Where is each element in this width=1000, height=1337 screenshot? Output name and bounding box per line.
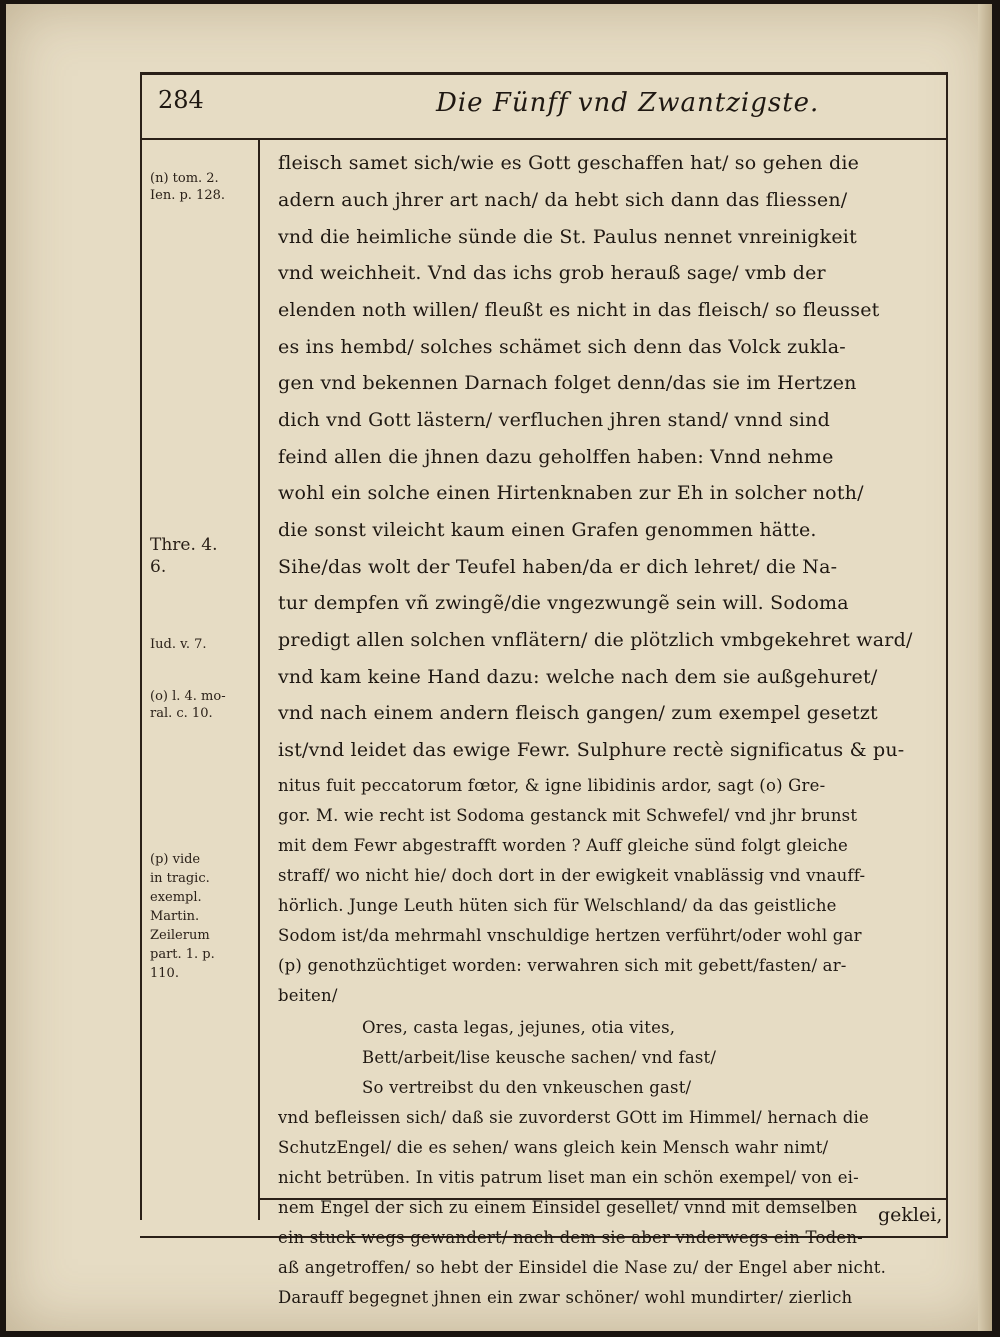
margin-note: Iud. v. 7. (150, 637, 207, 652)
text-line: die sonst vileicht kaum einen Grafen genommen hätte. (278, 519, 817, 541)
text-line: (p) genothzüchtiget worden: verwahren sich mit gebett/fasten/ ar- (278, 956, 847, 975)
text-line: tur dempfen vñ zwingẽ/die vngezwungẽ sein will. Sodoma (278, 592, 849, 614)
margin-note: Thre. 4. 6. (150, 535, 218, 577)
catchword: geklei, (878, 1204, 943, 1226)
text-line: vnd befleissen sich/ daß sie zuvorderst GOtt im Himmel/ hernach die (278, 1108, 869, 1127)
text-line: vnd kam keine Hand dazu: welche nach dem sie außgehuret/ (278, 666, 878, 688)
text-line: feind allen die jhnen dazu geholffen haben: Vnnd nehme (278, 446, 834, 468)
right-frame-rule (946, 72, 948, 1238)
text-line: SchutzEngel/ die es sehen/ wans gleich kein Mensch wahr nimt/ (278, 1138, 829, 1157)
verse-line: So vertreibst du den vnkeuschen gast/ (362, 1078, 692, 1097)
text-line: ist/vnd leidet das ewige Fewr. Sulphure rectè significatus & pu- (278, 739, 905, 761)
margin-note: (p) vide in tragic. exempl. Martin. Zeilerum part. 1. p. 110. (150, 852, 215, 981)
margin-note: (o) l. 4. mo- ral. c. 10. (150, 689, 226, 721)
text-line: fleisch samet sich/wie es Gott geschaffen hat/ so gehen die (278, 152, 860, 174)
header-bottom-rule (140, 138, 948, 140)
verse-line: Bett/arbeit/lise keusche sachen/ vnd fast/ (362, 1048, 717, 1067)
text-line: vnd weichheit. Vnd das ichs grob herauß sage/ vmb der (278, 262, 826, 284)
text-line: es ins hembd/ solches schämet sich denn das Volck zukla- (278, 336, 846, 358)
text-line: gor. M. wie recht ist Sodoma gestanck mit Schwefel/ vnd jhr brunst (278, 806, 858, 825)
text-line: vnd nach einem andern fleisch gangen/ zum exempel gesetzt (278, 702, 878, 724)
column-divider-rule (258, 140, 260, 1220)
text-line: straff/ wo nicht hie/ doch dort in der ewigkeit vnablässig vnd vnauff- (278, 866, 866, 885)
margin-note: (n) tom. 2. Ien. p. 128. (150, 171, 225, 203)
text-line: ein stuck wegs gewandert/ nach dem sie aber vnderwegs ein Toden- (278, 1228, 863, 1247)
text-line: elenden noth willen/ fleußt es nicht in das fleisch/ so fleusset (278, 299, 880, 321)
text-line: gen vnd bekennen Darnach folget denn/das sie im Hertzen (278, 372, 857, 394)
text-line: mit dem Fewr abgestrafft worden ? Auff gleiche sünd folgt gleiche (278, 836, 849, 855)
text-line: nicht betrüben. In vitis patrum liset man ein schön exempel/ von ei- (278, 1168, 859, 1187)
page-number: 284 (158, 86, 204, 114)
text-line: predigt allen solchen vnflätern/ die plötzlich vmbgekehret ward/ (278, 629, 913, 651)
page-edge (978, 4, 992, 1331)
text-line: Sodom ist/da mehrmahl vnschuldige hertzen verführt/oder wohl gar (278, 926, 862, 945)
text-line: adern auch jhrer art nach/ da hebt sich dann das fliessen/ (278, 189, 848, 211)
running-title: Die Fünff vnd Zwantzigste. (436, 88, 820, 118)
text-line: dich vnd Gott lästern/ verfluchen jhren stand/ vnnd sind (278, 409, 830, 431)
text-line: Darauff begegnet jhnen ein zwar schöner/ wohl mundirter/ zierlich (278, 1288, 853, 1307)
text-line: hörlich. Junge Leuth hüten sich für Welschland/ da das geistliche (278, 896, 837, 915)
text-line: nem Engel der sich zu einem Einsidel gesellet/ vnnd mit demselben (278, 1198, 858, 1217)
text-line: vnd die heimliche sünde die St. Paulus nennet vnreinigkeit (278, 226, 857, 248)
book-page (6, 4, 992, 1331)
text-line: aß angetroffen/ so hebt der Einsidel die Nase zu/ der Engel aber nicht. (278, 1258, 887, 1277)
text-line: nitus fuit peccatorum fœtor, & igne libidinis ardor, sagt (o) Gre- (278, 776, 826, 795)
text-line: Sihe/das wolt der Teufel haben/da er dich lehret/ die Na- (278, 556, 838, 578)
text-line: beiten/ (278, 986, 338, 1005)
left-frame-rule (140, 72, 142, 1220)
text-line: wohl ein solche einen Hirtenknaben zur Eh in solcher noth/ (278, 482, 864, 504)
verse-line: Ores, casta legas, jejunes, otia vites, (362, 1018, 676, 1037)
header-top-rule (140, 72, 948, 75)
